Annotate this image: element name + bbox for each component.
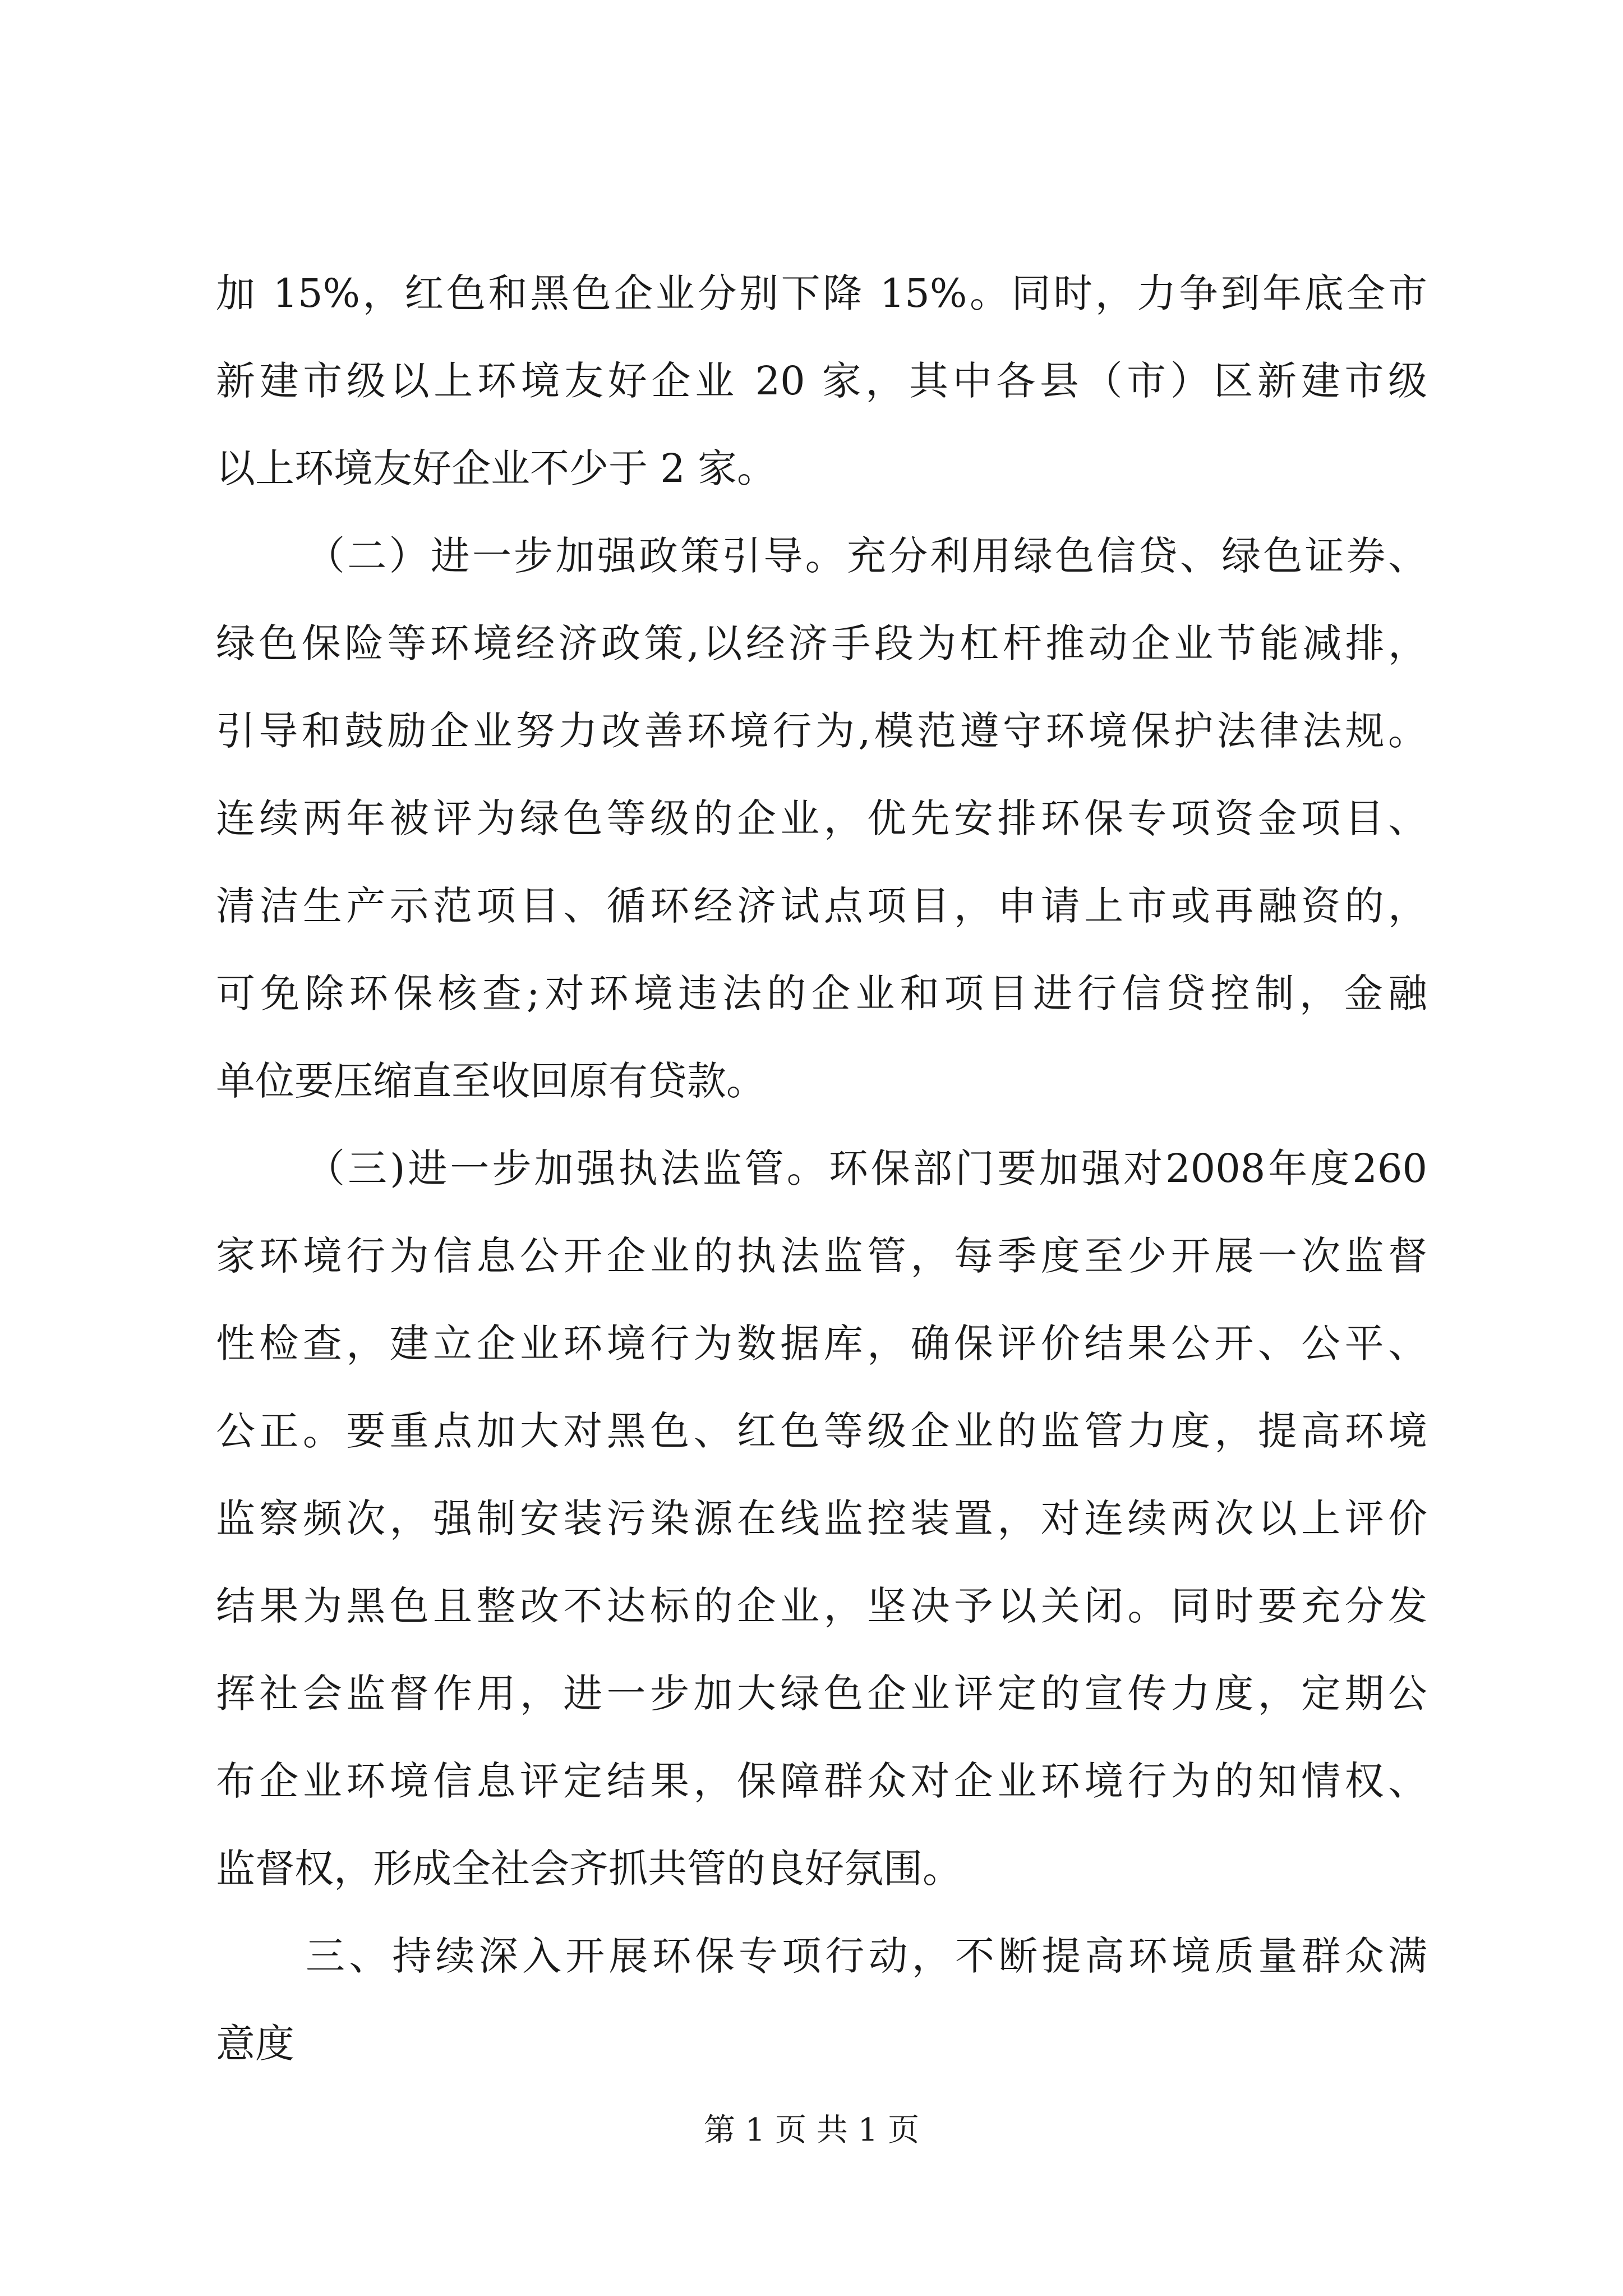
paragraph-heading-line: （二）进一步加强政策引导。充分利用绿色信贷、绿色证券、 [306,533,1427,579]
text-line: 公正。要重点加大对黑色、红色等级企业的监管力度，提高环境 [216,1408,1427,1454]
text-line: 以上环境友好企业不少于 2 家。 [216,445,777,491]
text-line: 加 15%，红色和黑色企业分别下降 15%。同时，力争到年底全市 [216,270,1427,316]
text-line: 挥社会监督作用，进一步加大绿色企业评定的宣传力度，定期公 [216,1671,1427,1717]
text-line: 性检查，建立企业环境行为数据库，确保评价结果公开、公平、 [216,1320,1427,1366]
paragraph-heading-line: （三)进一步加强执法监管。环保部门要加强对2008年度260 [306,1145,1427,1191]
text-line: 单位要压缩直至收回原有贷款。 [216,1058,766,1104]
text-line: 监察频次，强制安装污染源在线监控装置，对连续两次以上评价 [216,1496,1427,1542]
text-line: 清洁生产示范项目、循环经济试点项目，申请上市或再融资的， [216,883,1427,929]
text-line: 新建市级以上环境友好企业 20 家，其中各县（市）区新建市级 [216,358,1427,404]
section-heading-line: 三、持续深入开展环保专项行动，不断提高环境质量群众满 [306,1933,1427,1979]
text-line: 绿色保险等环境经济政策,以经济手段为杠杆推动企业节能减排， [216,620,1427,666]
text-line: 监督权，形成全社会齐抓共管的良好氛围。 [216,1846,962,1892]
text-line: 家环境行为信息公开企业的执法监管，每季度至少开展一次监督 [216,1233,1427,1279]
section-heading-line: 意度 [216,2021,294,2067]
page-number-footer: 第 1 页 共 1 页 [703,2112,920,2148]
text-line: 结果为黑色且整改不达标的企业，坚决予以关闭。同时要充分发 [216,1583,1427,1629]
text-line: 连续两年被评为绿色等级的企业，优先安排环保专项资金项目、 [216,795,1427,841]
text-line: 可免除环保核查;对环境违法的企业和项目进行信贷控制，金融 [216,970,1427,1016]
text-line: 引导和鼓励企业努力改善环境行为,模范遵守环境保护法律法规。 [216,708,1427,754]
text-line: 布企业环境信息评定结果，保障群众对企业环境行为的知情权、 [216,1758,1427,1804]
